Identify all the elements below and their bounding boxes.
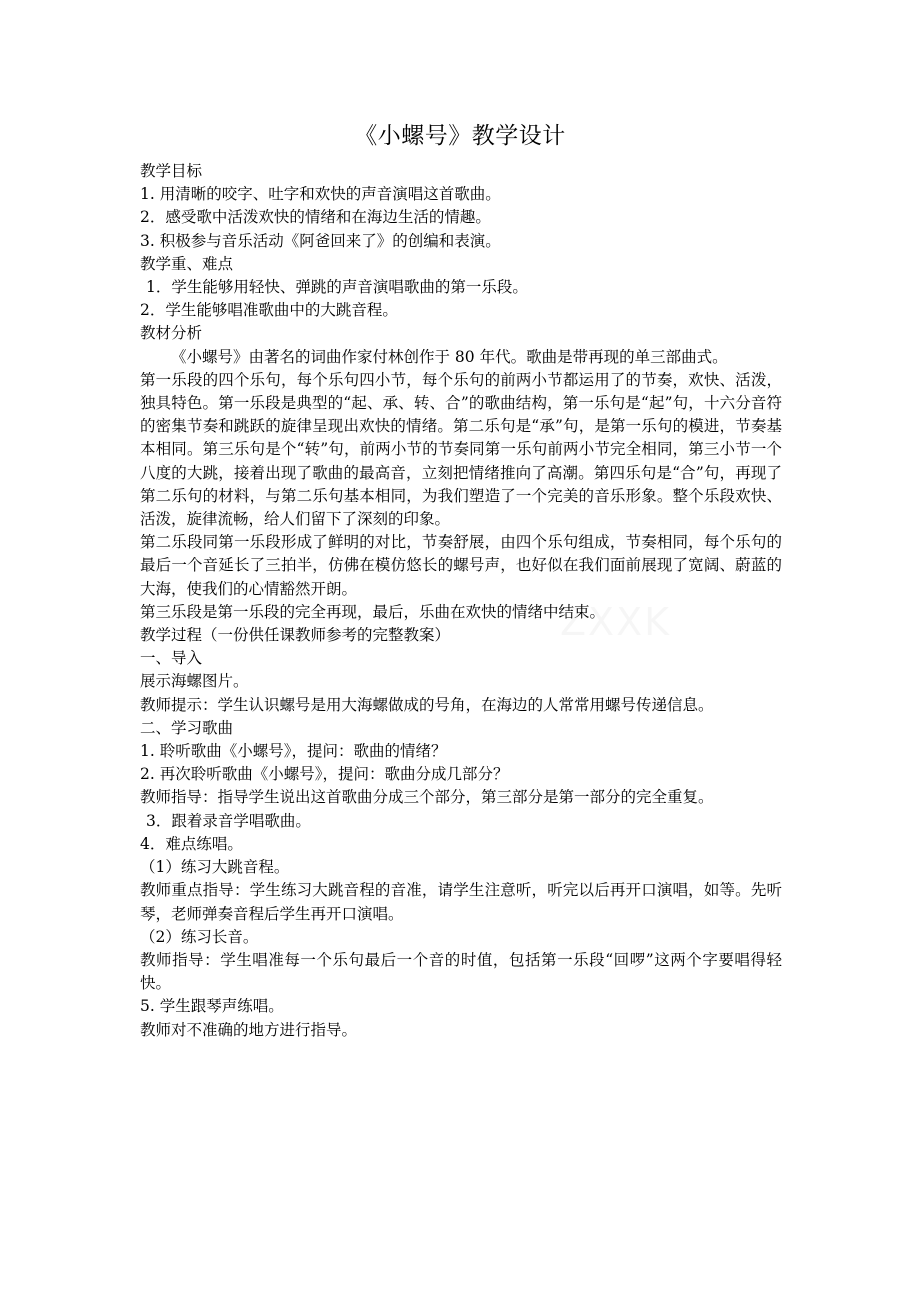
teacher-note: 教师指导：学生唱准每一个乐句最后一个音的时值，包括第一乐段“回啰”这两个字要唱得轻快。 [140,950,782,993]
section-heading-process: 教学过程（一份供任课教师参考的完整教案） [140,626,451,645]
objective-item-3: 3. 积极参与音乐活动《阿爸回来了》的创编和表演。 [140,231,501,250]
subsection-heading-learn-song: 二、学习歌曲 [140,718,234,737]
process-step-2: 2. 再次聆听歌曲《小螺号》，提问：歌曲分成几部分？ [140,765,509,784]
teacher-note: 教师提示：学生认识螺号是用大海螺做成的号角，在海边的人常常用螺号传递信息。 [140,695,714,714]
key-point-item-1: 1．学生能够用轻快、弹跳的声音演唱歌曲的第一乐段。 [146,278,528,297]
process-step-1: 1. 聆听歌曲《小螺号》，提问：歌曲的情绪？ [140,742,447,761]
teacher-note: 教师指导：指导学生说出这首歌曲分成三个部分，第三部分是第一部分的完全重复。 [140,788,714,807]
key-point-item-2: 2．学生能够唱准歌曲中的大跳音程。 [140,301,398,320]
document-body [140,160,782,1042]
analysis-paragraph-intro: 《小螺号》由著名的词曲作家付林创作于 80 年代。歌曲是带再现的单三部曲式。 [171,347,728,366]
subsection-heading-intro: 一、导入 [140,649,203,668]
analysis-paragraph-section-2: 第二乐段同第一乐段形成了鲜明的对比，节奏舒展，由四个乐句组成，节奏相同，每个乐句的最后一个音延长了三拍半，仿佛在模仿悠长的螺号声，也好似在我们面前展现了宽阔、蔚蓝的大海，使我们的心情豁然开朗。 [140,533,782,598]
section-heading-analysis: 教材分析 [140,324,203,343]
section-heading-objectives: 教学目标 [140,162,203,180]
teacher-note: 教师重点指导：学生练习大跳音程的音准，请学生注意听，听完以后再开口演唱，如等。先听琴，老师弹奏音程后学生再开口演唱。 [140,881,782,923]
section-heading-key-points: 教学重、难点 [140,254,234,273]
process-substep-2: （2）练习长音。 [140,927,259,946]
objective-item-1: 1. 用清晰的咬字、吐字和欢快的声音演唱这首歌曲。 [140,185,501,204]
process-step-4: 4．难点练唱。 [140,834,243,853]
process-step-3: 3．跟着录音学唱歌曲。 [146,811,311,830]
process-step-5: 5. 学生跟琴声练唱。 [140,997,284,1016]
objective-item-2: 2．感受歌中活泼欢快的情绪和在海边生活的情趣。 [140,208,491,227]
process-text: 展示海螺图片。 [140,672,249,691]
document-title: 《小螺号》教学设计 [354,123,566,149]
analysis-paragraph-section-1: 第一乐段的四个乐句，每个乐句四小节，每个乐句的前两小节都运用了的节奏，欢快、活泼，独具特色。第一乐段是典型的“起、承、转、合”的歌曲结构，第一乐句是“起”句，十六分音符的密集节奏和跳跃的旋律呈现出欢快的情绪。第二乐句是“承”句，是第一乐句的模进，节奏基本相同。第三乐句是个“转”句，前两小节的节奏同第一乐句前两小节完全相同，第三小节一个八度的大跳，接着出现了歌曲的最高音，立刻把情绪推向了高潮。第四乐句是“合”句，再现了第二乐句的材料，与第二乐句基本相同，为我们塑造了一个完美的音乐形象。整个乐段欢快、活泼，旋律流畅，给人们留下了深刻的印象。 [140,370,782,529]
process-substep-1: （1）练习大跳音程。 [140,858,290,877]
teacher-note: 教师对不准确的地方进行指导。 [140,1020,358,1039]
analysis-paragraph-section-3: 第三乐段是第一乐段的完全再现，最后，乐曲在欢快的情绪中结束。 [140,602,606,621]
